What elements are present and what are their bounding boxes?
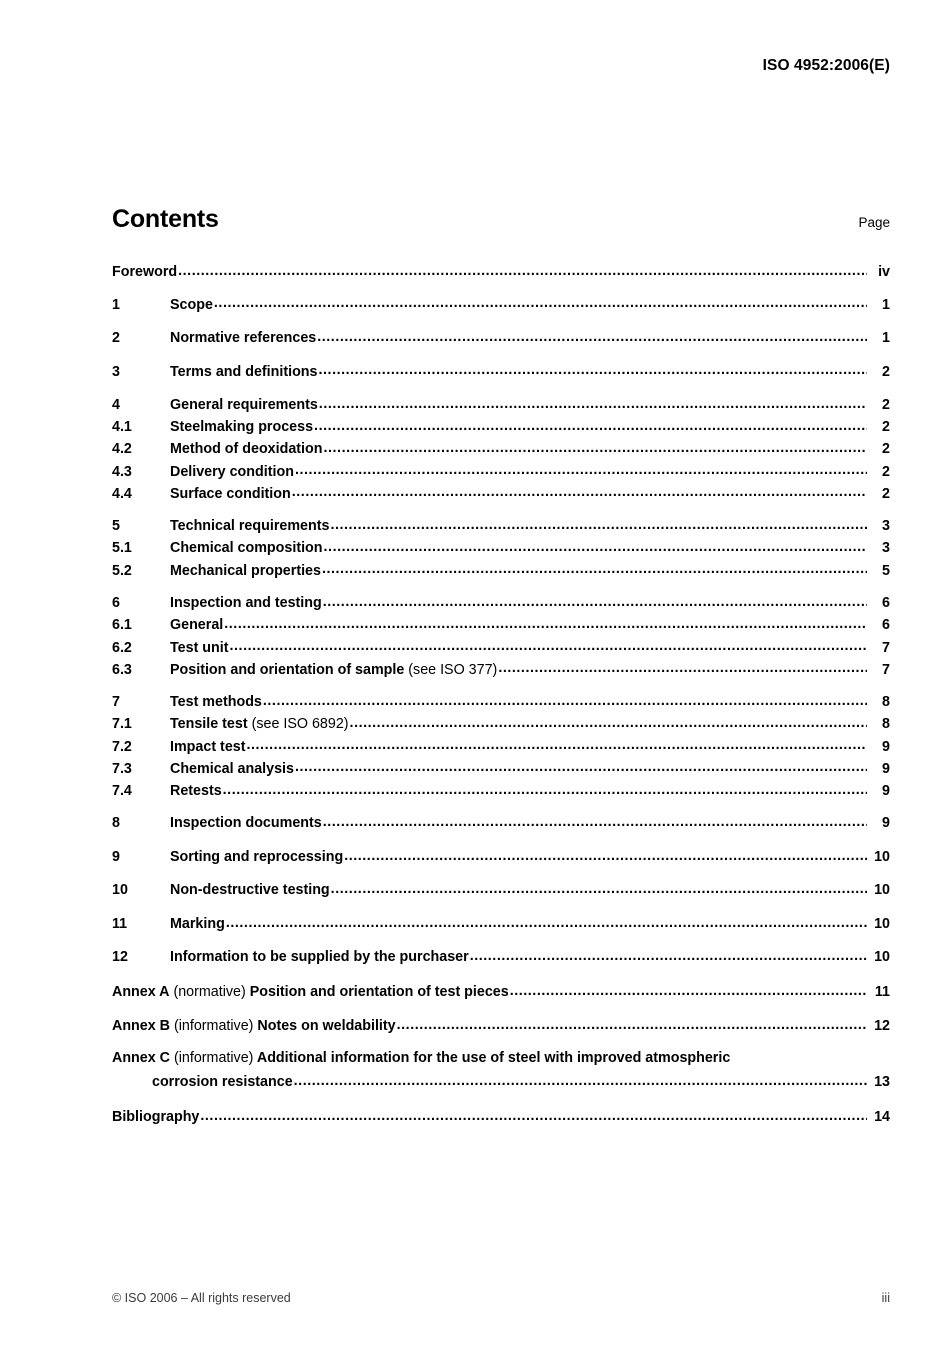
toc-entry[interactable] [112,638,890,657]
contents-heading-row [112,205,890,234]
toc-entry-title: Terms and definitions [170,363,318,380]
toc-entry-page-number: 1 [882,296,890,313]
footer-page-number: iii [881,1291,890,1305]
toc-dot-leader [498,660,867,674]
toc-entry-title: Chemical analysis [170,760,294,777]
toc-entry[interactable] [112,538,890,557]
toc-dot-leader [223,781,867,795]
toc-entry-number: 4.1 [112,419,132,436]
toc-entry[interactable] [112,484,890,503]
toc-entry-number: 2 [112,330,120,346]
toc-entry[interactable] [112,759,890,778]
toc-dot-leader [319,395,867,409]
toc-entry-label [170,784,222,798]
toc-entry-title: Marking [170,915,225,932]
toc-entry-number: 7.3 [112,760,132,777]
toc-entry-label [170,762,294,776]
toc-entry-title: Annex B [112,1018,170,1035]
page-footer [112,1291,890,1305]
toc-entry-page-number: 5 [882,562,890,579]
toc-entry-page-number: 2 [882,363,890,380]
toc-entry-qualifier: (informative) [170,1049,254,1066]
toc-entry-page-number: 9 [882,815,890,832]
toc-entry[interactable] [112,692,890,711]
toc-entry-page-number: 3 [882,518,890,535]
toc-entry-label [170,298,213,312]
toc-entry[interactable] [112,395,890,414]
toc-dot-leader [200,1107,867,1121]
toc-entry-title: Non-destructive testing [170,882,330,899]
toc-entry-page-number: 13 [874,1074,890,1091]
toc-entry[interactable] [112,417,890,436]
toc-entry-title: Foreword [112,264,178,280]
toc-entry[interactable] [112,328,890,347]
toc-dot-leader [324,538,867,552]
toc-entry[interactable] [112,439,890,458]
toc-entry[interactable] [112,295,890,314]
toc-dot-leader [226,914,867,928]
toc-entry-number: 7.4 [112,782,132,799]
toc-dot-leader [322,561,867,575]
toc-entry-title: Steelmaking process [170,419,314,436]
toc-dot-leader [323,813,867,827]
toc-entry-number: 1 [112,296,120,313]
toc-entry-page-number: 11 [874,983,890,1000]
toc-entry-page-number: 10 [874,949,890,966]
toc-entry-number: 5.2 [112,562,132,579]
toc-entry-number: 4.3 [112,463,132,480]
toc-entry-page-number: 9 [882,782,890,799]
toc-entry-number: 6.3 [112,661,132,678]
toc-entry-title: Test methods [170,694,262,711]
toc-entry-label [170,331,316,345]
toc-entry-label [170,695,262,709]
toc-dot-leader [323,593,867,607]
toc-dot-leader [510,982,867,996]
table-of-contents [112,262,890,1126]
toc-entry[interactable] [112,880,890,899]
toc-dot-leader [214,295,867,309]
toc-entry-page-number: 2 [882,419,890,436]
toc-dot-leader [294,1072,867,1086]
toc-entry[interactable] [112,615,890,634]
toc-entry-title: Impact test [170,738,246,755]
toc-entry-title: Tensile test [170,716,248,733]
toc-entry-title: Test unit [170,639,229,656]
page-title: Contents [112,205,219,233]
toc-dot-leader [317,328,867,342]
toc-entry-label [170,717,349,731]
toc-entry-number: 10 [112,882,128,899]
page-column-label: Page [858,215,890,230]
toc-dot-leader [330,516,867,530]
toc-entry-page-number: 6 [882,617,890,634]
toc-entry-title: Surface condition [170,485,291,502]
toc-entry-page-number: 9 [882,738,890,755]
toc-entry-title: Position and orientation of sample [170,661,405,678]
toc-dot-leader [246,737,867,751]
toc-entry-page-number: 7 [882,661,890,678]
toc-entry-label [170,365,318,379]
toc-entry[interactable] [112,1016,890,1035]
toc-entry[interactable] [112,1051,890,1070]
toc-entry-page-number: 10 [874,882,890,899]
toc-entry-qualifier: (see ISO 377) [404,661,498,678]
toc-entry-qualifier: (informative) [170,1018,254,1035]
toc-entry-page-number: 2 [882,441,890,458]
toc-entry-number: 6.1 [112,617,132,634]
toc-entry-label [112,1110,199,1124]
toc-entry[interactable] [112,781,890,800]
toc-entry-title: General [170,617,224,634]
toc-entry-title: Retests [170,782,222,799]
toc-dot-leader [314,417,867,431]
toc-entry-page-number: 14 [874,1108,890,1125]
toc-entry[interactable] [112,982,890,1001]
toc-entry-label [170,740,245,754]
toc-dot-leader [331,880,867,894]
toc-entry-page-number: 3 [882,540,890,557]
toc-entry-page-number: 2 [882,397,890,413]
toc-entry-number: 12 [112,949,128,966]
toc-entry-number: 4 [112,397,120,413]
toc-dot-leader [295,759,867,773]
toc-entry-page-number: 10 [874,915,890,932]
toc-entry[interactable] [112,660,890,679]
toc-dot-leader [397,1016,867,1030]
toc-entry-label [170,641,229,655]
toc-entry[interactable] [112,1072,890,1091]
toc-entry-label [170,816,322,830]
toc-entry-subtitle: Position and orientation of test pieces [245,983,509,1000]
toc-entry-title: Method of deoxidation [170,441,323,458]
toc-entry-subtitle: Notes on weldability [253,1018,396,1035]
toc-entry-label [170,618,223,632]
toc-entry-number: 7.1 [112,716,132,733]
toc-entry-title: Information to be supplied by the purchaser [170,949,469,966]
toc-entry-label [170,883,330,897]
toc-entry-label [170,541,323,555]
toc-entry-page-number: 7 [882,639,890,656]
toc-entry-title: Chemical composition [170,540,323,557]
toc-entry[interactable] [112,561,890,580]
toc-dot-leader [323,439,867,453]
toc-dot-leader [470,947,867,961]
toc-entry-number: 7 [112,694,120,711]
toc-entry-label [170,442,322,456]
toc-entry[interactable] [112,362,890,381]
toc-entry-number: 11 [112,915,128,932]
toc-entry-number: 4.2 [112,441,132,458]
toc-entry-page-number: 2 [882,463,890,480]
toc-entry[interactable] [112,737,890,756]
toc-entry-number: 5.1 [112,540,132,557]
toc-entry-label [170,663,497,677]
toc-entry-number: 4.4 [112,485,132,502]
toc-entry-number: 5 [112,518,120,535]
toc-entry[interactable] [112,1107,890,1126]
toc-entry-page-number: iv [878,264,890,280]
toc-entry-label [170,465,294,479]
toc-entry-page-number: 9 [882,760,890,777]
toc-entry-page-number: 6 [882,595,890,612]
toc-entry-label [170,596,322,610]
toc-entry-number: 8 [112,815,120,832]
toc-entry-title: Annex C [112,1049,170,1066]
toc-dot-leader [224,615,867,629]
toc-entry-number: 9 [112,848,120,865]
toc-entry[interactable] [112,714,890,733]
toc-entry-number: 7.2 [112,738,132,755]
toc-entry-page-number: 8 [882,694,890,711]
toc-entry-page-number: 8 [882,716,890,733]
toc-entry-page-number: 10 [874,848,890,865]
toc-entry-label [112,985,509,999]
toc-dot-leader [319,362,868,376]
toc-entry-page-number: 2 [882,485,890,502]
toc-entry-title: Scope [170,296,213,313]
copyright-notice: © ISO 2006 – All rights reserved [112,1291,291,1305]
toc-entry-label [152,1075,293,1089]
toc-dot-leader [344,847,867,861]
toc-entry-label [170,398,318,412]
toc-entry-label [170,420,313,434]
toc-dot-leader [263,692,867,706]
toc-entry-title: corrosion resistance [152,1074,293,1091]
toc-entry-title: Normative references [170,330,317,346]
toc-entry-title: General requirements [170,397,318,413]
toc-entry-label [170,519,329,533]
toc-entry[interactable] [112,516,890,535]
toc-entry-title: Inspection and testing [170,595,322,612]
toc-entry-qualifier: (see ISO 6892) [247,716,349,733]
toc-entry-label [112,265,177,279]
toc-entry-subtitle: Additional information for the use of steel with improved atmospheric [253,1049,731,1066]
toc-entry-label [170,950,469,964]
toc-entry-title: Delivery condition [170,463,294,480]
toc-entry-label [112,1051,730,1065]
toc-entry[interactable] [112,947,890,966]
toc-entry-title: Technical requirements [170,518,330,535]
toc-entry[interactable] [112,914,890,933]
toc-entry-page-number: 12 [874,1018,890,1035]
toc-entry[interactable] [112,262,890,281]
toc-entry-number: 3 [112,363,120,380]
toc-entry-label [170,487,291,501]
toc-entry-label [170,850,343,864]
toc-entry-title: Bibliography [112,1108,200,1125]
toc-entry-page-number: 1 [882,330,890,346]
toc-entry-title: Annex A [112,983,170,1000]
toc-dot-leader [295,462,867,476]
toc-dot-leader [230,638,867,652]
toc-dot-leader [292,484,867,498]
toc-entry-number: 6 [112,595,120,612]
toc-entry-title: Mechanical properties [170,562,321,579]
toc-entry[interactable] [112,593,890,612]
toc-dot-leader [350,714,867,728]
toc-entry-label [170,917,225,931]
toc-dot-leader [178,262,867,276]
toc-entry[interactable] [112,462,890,481]
toc-entry[interactable] [112,813,890,832]
toc-entry-qualifier: (normative) [169,983,246,1000]
toc-entry-title: Sorting and reprocessing [170,848,344,865]
toc-entry-label [112,1019,396,1033]
toc-entry-number: 6.2 [112,639,132,656]
toc-entry-label [170,564,321,578]
document-header-standard-ref: ISO 4952:2006(E) [762,57,890,74]
toc-entry[interactable] [112,847,890,866]
toc-entry-title: Inspection documents [170,815,322,832]
